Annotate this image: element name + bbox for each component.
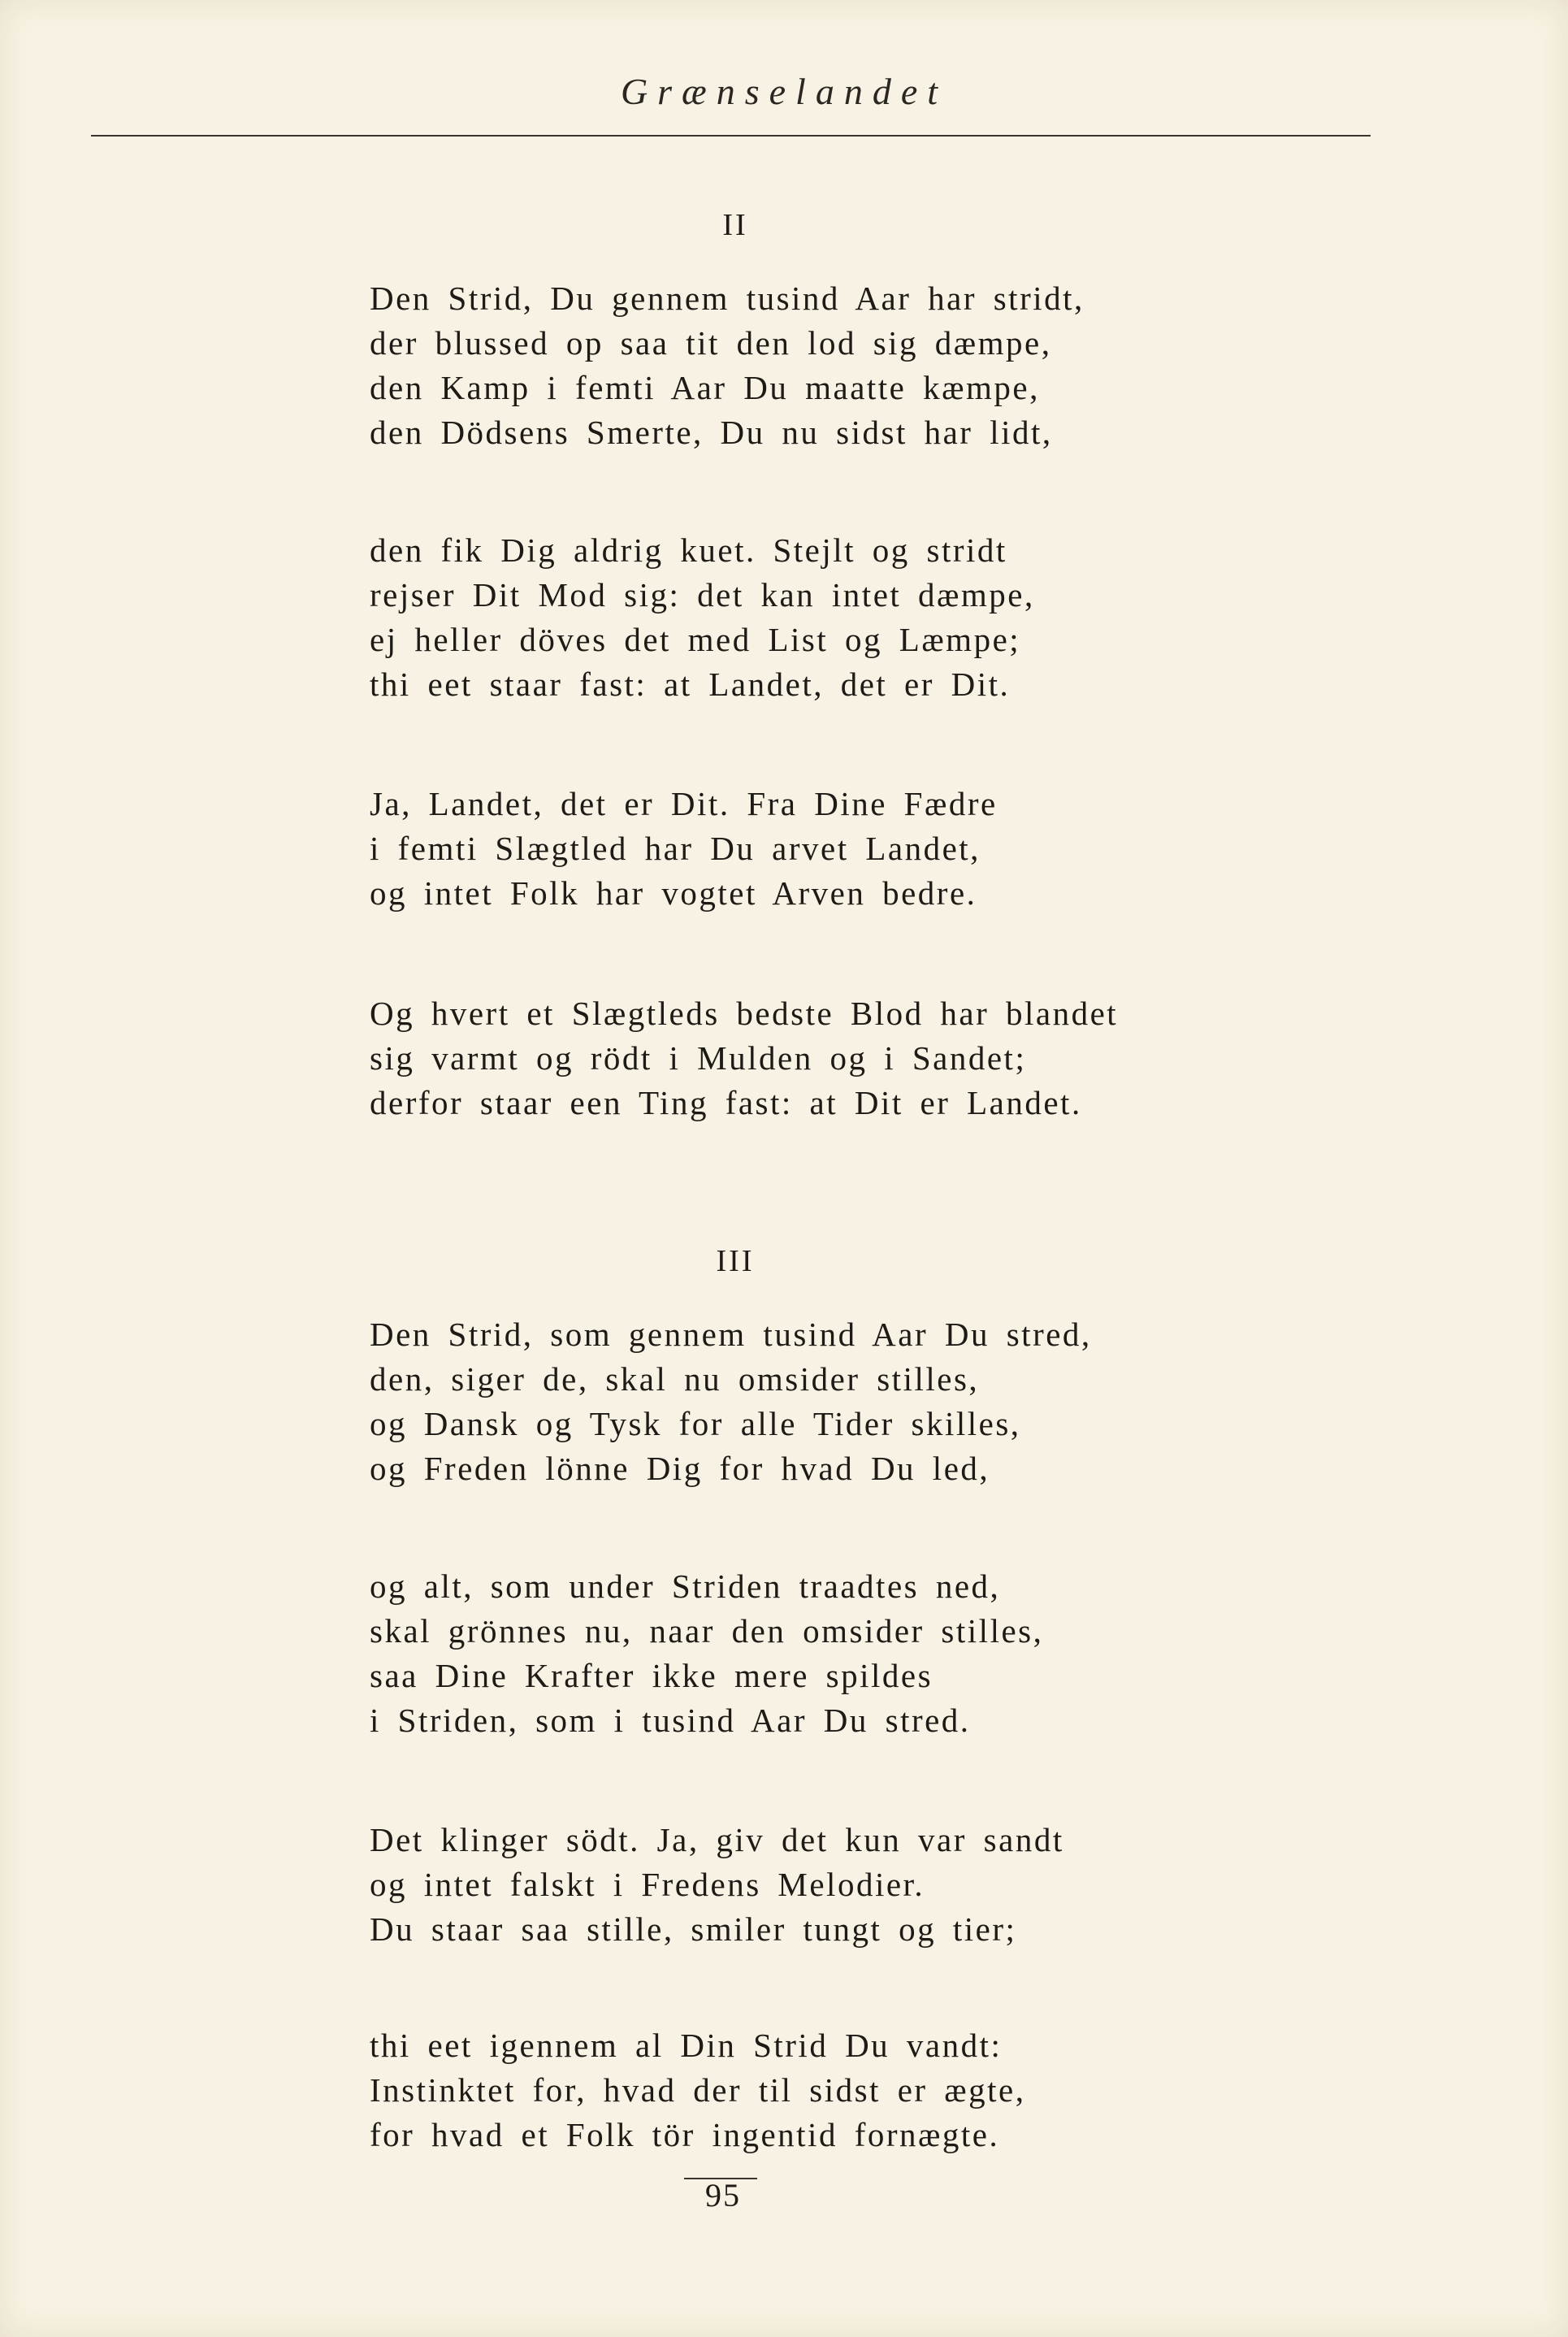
section-number-ii: II	[722, 208, 748, 242]
verse-line: den fik Dig aldrig kuet. Stejlt og stridt	[370, 531, 1007, 569]
verse-line: og Dansk og Tysk for alle Tider skilles,	[370, 1405, 1021, 1442]
verse-line: saa Dine Krafter ikke mere spildes	[370, 1657, 933, 1694]
verse-line: der blussed op saa tit den lod sig dæmpe,	[370, 324, 1052, 362]
verse-line: Du staar saa stille, smiler tungt og tier;	[370, 1910, 1017, 1948]
stanza	[370, 991, 1118, 1125]
header-rule	[91, 135, 1371, 137]
verse-line: ej heller döves det med List og Læmpe;	[370, 621, 1021, 658]
stanza	[370, 276, 1085, 455]
running-head: Grænselandet	[620, 71, 948, 112]
stanza	[370, 1818, 1064, 1952]
verse-line: Og hvert et Slægtleds bedste Blod har blandet	[370, 995, 1119, 1032]
stanza	[370, 1312, 1092, 1491]
verse-line: sig varmt og rödt i Mulden og i Sandet;	[370, 1039, 1027, 1077]
verse-line: for hvad et Folk tör ingentid fornægte.	[370, 2116, 1000, 2153]
verse-line: og intet falskt i Fredens Melodier.	[370, 1866, 925, 1903]
stanza	[370, 1564, 1043, 1743]
verse-line: thi eet staar fast: at Landet, det er Dit.	[370, 666, 1011, 703]
section-number-iii: III	[716, 1244, 755, 1278]
verse-line: i femti Slægtled har Du arvet Landet,	[370, 830, 981, 867]
verse-line: Instinktet for, hvad der til sidst er ægte,	[370, 2071, 1026, 2109]
verse-line: Den Strid, som gennem tusind Aar Du stred,	[370, 1316, 1092, 1353]
verse-line: og Freden lönne Dig for hvad Du led,	[370, 1450, 990, 1487]
verse-line: Det klinger södt. Ja, giv det kun var sandt	[370, 1821, 1064, 1858]
stanza	[370, 782, 998, 916]
verse-line: den Dödsens Smerte, Du nu sidst har lidt,	[370, 414, 1053, 451]
verse-line: og alt, som under Striden traadtes ned,	[370, 1567, 1001, 1605]
verse-line: den, siger de, skal nu omsider stilles,	[370, 1360, 980, 1398]
verse-line: i Striden, som i tusind Aar Du stred.	[370, 1702, 971, 1739]
verse-line: thi eet igennem al Din Strid Du vandt:	[370, 2027, 1003, 2064]
stanza	[370, 528, 1035, 707]
verse-line: Ja, Landet, det er Dit. Fra Dine Fædre	[370, 785, 998, 822]
verse-line: Den Strid, Du gennem tusind Aar har stridt,	[370, 280, 1085, 317]
verse-line: rejser Dit Mod sig: det kan intet dæmpe,	[370, 576, 1035, 614]
verse-line: og intet Folk har vogtet Arven bedre.	[370, 874, 977, 912]
verse-line: derfor staar een Ting fast: at Dit er Landet.	[370, 1084, 1082, 1121]
page-number: 95	[705, 2177, 741, 2213]
verse-line: skal grönnes nu, naar den omsider stilles,	[370, 1612, 1044, 1650]
verse-line: den Kamp i femti Aar Du maatte kæmpe,	[370, 369, 1040, 406]
stanza	[370, 2023, 1026, 2157]
